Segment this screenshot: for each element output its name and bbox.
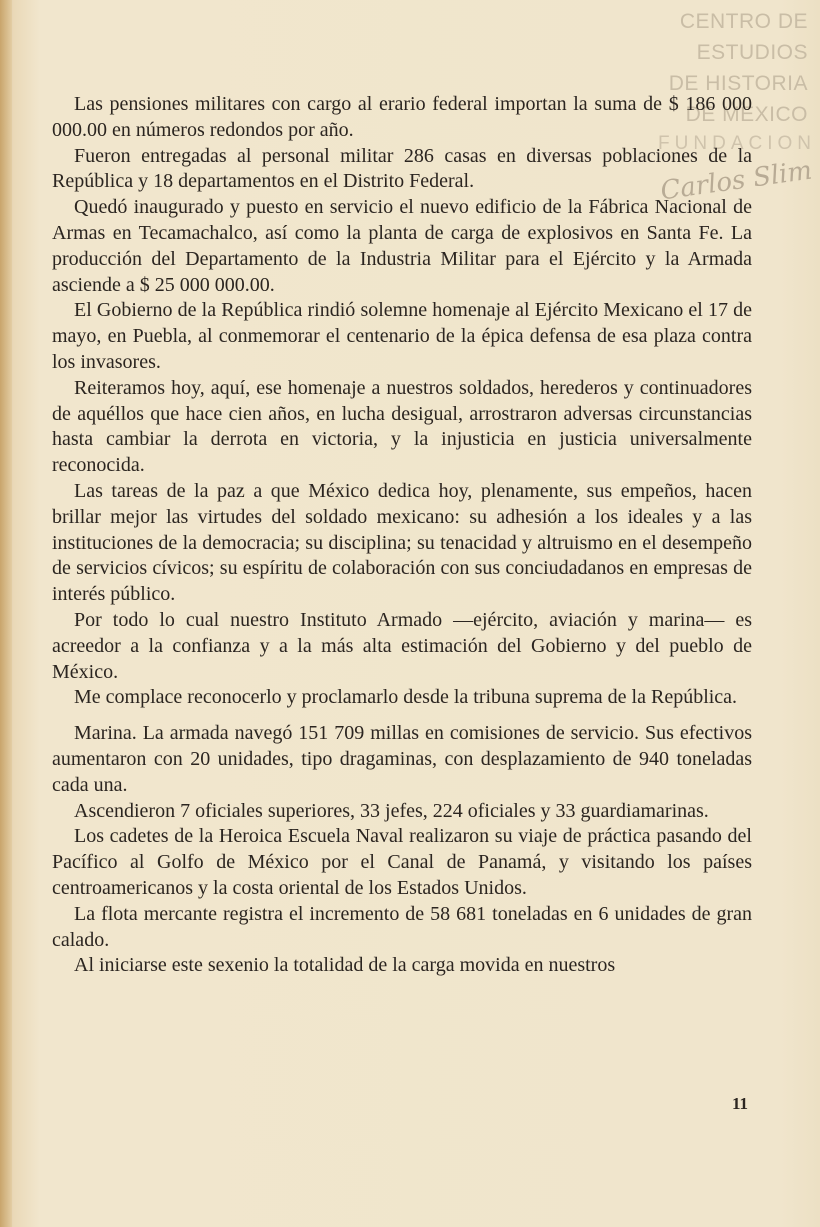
- page-number: 11: [732, 1094, 749, 1113]
- watermark-signature: Carlos Slim: [658, 155, 814, 207]
- paragraph: Al iniciarse este sexenio la totalidad de la carga movida en nuestros: [74, 954, 616, 977]
- paragraph: Los cadetes de la Heroica Escuela Naval realizaron su viaje de práctica pasando del Pacífico al Golfo de México por el Canal de Panamá, y visitando los países centroamericanos y la costa oriental de los Estados Unidos.: [52, 825, 752, 899]
- watermark-line: CENTRO DE: [679, 10, 808, 33]
- watermark-line: DE HISTORIA: [668, 72, 808, 95]
- paragraph: Quedó inaugurado y puesto en servicio el nuevo edificio de la Fábrica Nacional de Armas en Tecamachalco, así como la planta de carga de explosivos en Santa Fe. La producción del Departamento de la Industria Militar para el Ejército y la Armada asciende a $ 25 000 000.00.: [52, 196, 752, 296]
- paragraph: Las tareas de la paz a que México dedica hoy, plenamente, sus empeños, hacen brillar mejor las virtudes del soldado mexicano: su adhesión a los ideales y a las instituciones de la democracia; su disciplina; su tenacidad y altruismo en el desempeño de servicios cívicos; su espíritu de colaboración con sus conciudadanos en empresas de interés público.: [52, 479, 752, 606]
- watermark-foundation: FUNDACION: [658, 133, 816, 154]
- paragraph: Por todo lo cual nuestro Instituto Armado —ejército, aviación y marina— es acreedor a la confianza y a la más alta estimación del Gobierno y del pueblo de México.: [52, 608, 752, 683]
- paragraph-marina: Marina. La armada navegó 151 709 millas en comisiones de servicio. Sus efectivos aumentaron con 20 unidades, tipo dragaminas, con desplazamiento de 940 toneladas cada una.: [52, 722, 752, 796]
- watermark-line: ESTUDIOS: [696, 41, 808, 64]
- paragraph: Me complace reconocerlo y proclamarlo desde la tribuna suprema de la República.: [74, 686, 738, 709]
- paragraph: El Gobierno de la República rindió solemne homenaje al Ejército Mexicano el 17 de mayo, en Puebla, al conmemorar el centenario de la épica defensa de esa plaza contra los invasores.: [52, 299, 752, 373]
- body-text: [52, 92, 752, 979]
- watermark-line: DE MEXICO: [685, 103, 808, 126]
- paragraph: Ascendieron 7 oficiales superiores, 33 jefes, 224 oficiales y 33 guardiamarinas.: [74, 799, 709, 822]
- paragraph: Reiteramos hoy, aquí, ese homenaje a nuestros soldados, herederos y continuadores de aquéllos que hace cien años, en lucha desigual, arrostraron adversas circunstancias hasta cambiar la derrota en victoria, y la injusticia en justicia universalmente reconocida.: [52, 376, 752, 477]
- paragraph: Las pensiones militares con cargo al erario federal importan la suma de $ 186 000 000.00 en números redondos por año.: [52, 93, 752, 141]
- paragraph: Fueron entregadas al personal militar 286 casas en diversas poblaciones de la República y 18 departamentos en el Distrito Federal.: [52, 144, 752, 193]
- page-edge: [0, 0, 12, 1227]
- paragraph: La flota mercante registra el incremento de 58 681 toneladas en 6 unidades de gran calado.: [52, 902, 752, 951]
